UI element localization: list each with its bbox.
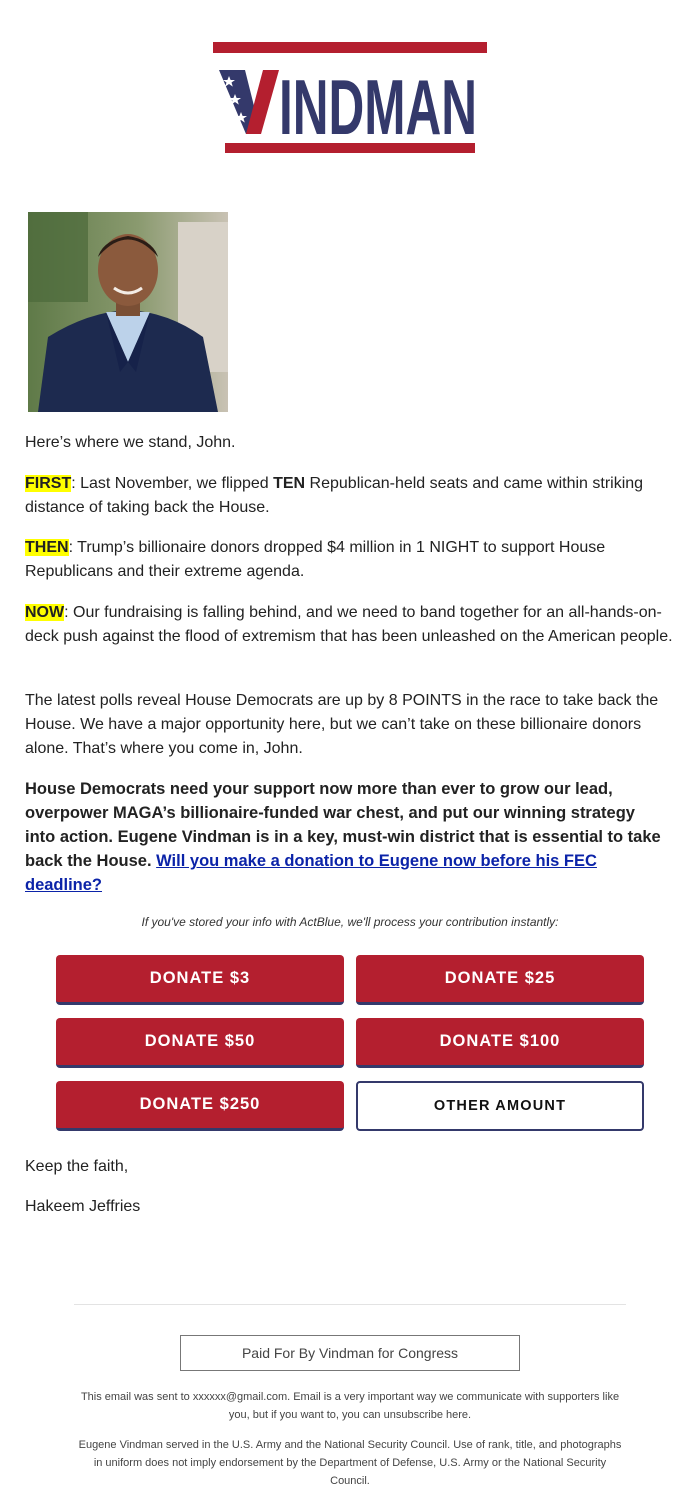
unsubscribe-link[interactable]: unsubscribe here [383,1409,469,1421]
then-label: THEN [25,539,69,556]
first-paragraph [25,472,680,520]
first-bold: TEN [273,475,306,492]
donate-100-button[interactable]: DONATE $100 [356,1018,644,1068]
footer-sent-c: . [468,1409,472,1421]
lead-paragraph [25,777,665,897]
then-paragraph [25,536,680,584]
now-text: : Our fundraising is falling behind, and we need to band together for an all-hands-on-deck push against the flood of extremism that has been unleashed on the American people. [25,604,673,645]
footer-disclaimer: Eugene Vindman served in the U.S. Army and the National Security Council. Use of rank, title, and photographs in uniform does not imply endorsement by the Department of Defense, U.S. Army or the National Security Council. [78,1439,622,1487]
logo-text: INDMAN [279,63,477,151]
now-label: NOW [25,604,65,621]
footer-sent-b: . Email is a very important way we communicate with supporters like you, but if you want to, you can [228,1391,620,1421]
paid-for-box: Paid For By Vindman for Congress [180,1335,520,1371]
polls-paragraph: The latest polls reveal House Democrats are up by 8 POINTS in the race to take back the House. We have a major opportunity here, but we can’t take on these billionaire donors alone. That’s where you come in, John. [25,692,659,757]
first-text-b: Republican-held seats and came within striking distance of taking back the House. [25,475,644,516]
vindman-logo [213,42,487,154]
footer-sent-notice [70,1388,630,1424]
then-text: : Trump’s billionaire donors dropped $4 million in 1 NIGHT to support House Republicans and their extreme agenda. [25,539,606,580]
first-text-a: : Last November, we flipped [71,475,274,492]
greeting: Here’s where we stand, John. [25,434,236,451]
donate-25-button[interactable]: DONATE $25 [356,955,644,1005]
lead-text: House Democrats need your support now more than ever to grow our lead, overpower MAGA’s billionaire-funded war chest, and put our winning strategy into action. Eugene Vindman is in a key, must-win district that is essential to take back the House. [25,780,661,870]
donate-link[interactable]: Will you make a donation to Eugene now before his FEC deadline? [25,852,597,894]
footer-sent-a: This email was sent to [80,1391,193,1403]
donate-50-button[interactable]: DONATE $50 [56,1018,344,1068]
other-amount-button[interactable]: OTHER AMOUNT [356,1081,644,1131]
first-label: FIRST [25,475,72,492]
portrait-photo [28,212,228,412]
signature: Hakeem Jeffries [25,1198,141,1215]
portrait-image [28,212,228,412]
actblue-note: If you've stored your info with ActBlue, we'll process your contribution instantly: [141,915,559,929]
logo-graphic [213,42,487,154]
signoff: Keep the faith, [25,1158,129,1175]
now-paragraph [25,601,680,649]
footer-email: xxxxxx@gmail.com [192,1391,288,1403]
donate-3-button[interactable]: DONATE $3 [56,955,344,1005]
donate-250-button[interactable]: DONATE $250 [56,1081,344,1131]
footer-divider [74,1304,626,1305]
